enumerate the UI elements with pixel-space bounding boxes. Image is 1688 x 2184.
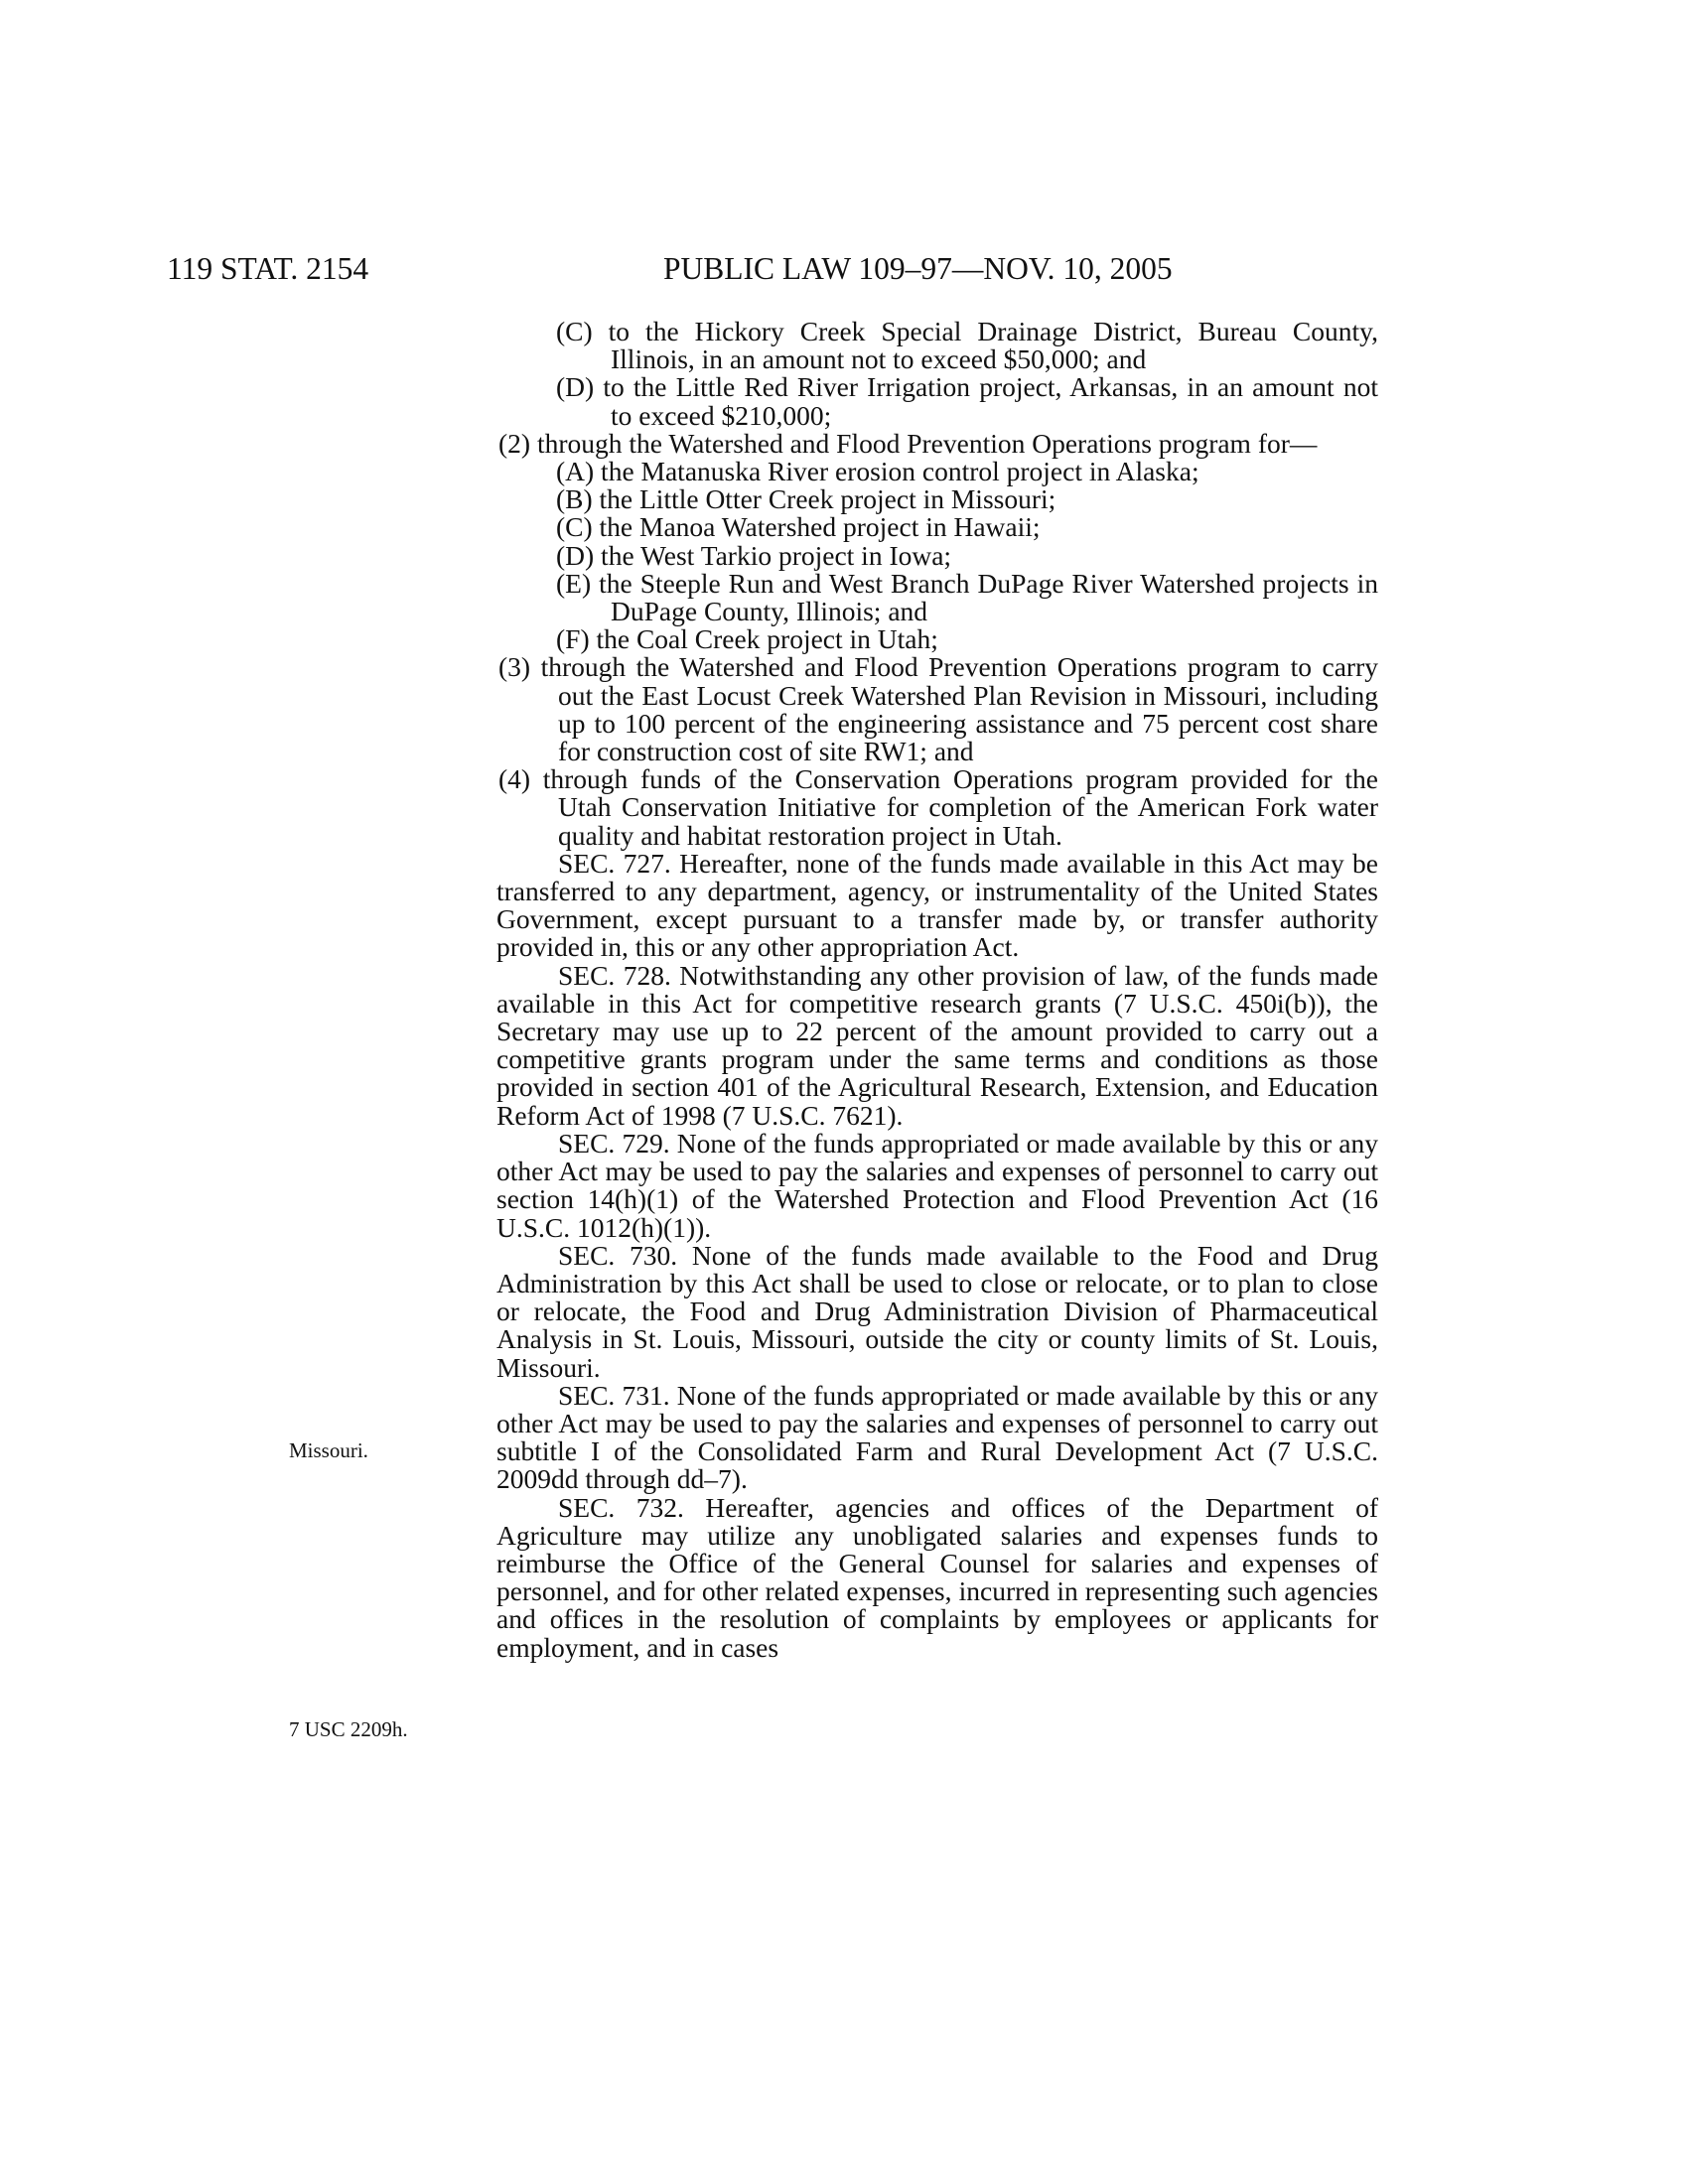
paragraph-c-hickory-creek: (C) to the Hickory Creek Special Drainage District, Bureau County, Illinois, in an amount not to exceed $50,000; and <box>556 316 1378 375</box>
section-728: SEC. 728. Notwithstanding any other provision of law, of the funds made available in this Act for competitive research grants (7 U.S.C. 450i(b)), the Secretary may use up to 22 percent of the amount provided to carry out a competitive grants program under the same terms and conditions as those provided in section 401 of the Agricultural Research, Extension, and Education Reform Act of 1998 (7 U.S.C. 7621). <box>496 959 1378 1131</box>
stat-reference: 119 STAT. 2154 <box>167 251 369 286</box>
margin-note-missouri: Missouri. <box>289 1438 368 1462</box>
section-730: SEC. 730. None of the funds made available to the Food and Drug Administration by this Act shall be used to close or relocate, or to plan to close or relocate, the Food and Drug Administration Division of Pharmaceutical Analysis in St. Louis, Missouri, outside the city or county limits of St. Louis, Missouri. <box>496 1239 1378 1383</box>
paragraph-e-steeple-run: (E) the Steeple Run and West Branch DuPage River Watershed projects in DuPage County, Illinois; and <box>556 567 1378 627</box>
document-body <box>496 318 1378 1662</box>
section-732: SEC. 732. Hereafter, agencies and offices of the Department of Agriculture may utilize any unobligated salaries and expenses funds to reimburse the Office of the General Counsel for salaries and expenses of personnel, and for other related expenses, incurred in representing such agencies and offices in the resolution of complaints by employees or applicants for employment, and in cases <box>496 1491 1378 1663</box>
paragraph-d-west-tarkio: (D) the West Tarkio project in Iowa; <box>556 539 952 571</box>
section-727: SEC. 727. Hereafter, none of the funds made available in this Act may be transferred to any department, agency, or instrumentality of the United States Government, except pursuant to a transfer made by, or transfer authority provided in, this or any other appropriation Act. <box>496 847 1378 963</box>
section-729: SEC. 729. None of the funds appropriated or made available by this or any other Act may be used to pay the salaries and expenses of personnel to carry out section 14(h)(1) of the Watershed Protection and Flood Prevention Act (16 U.S.C. 1012(h)(1)). <box>496 1127 1378 1243</box>
paragraph-3-east-locust-creek: (3) through the Watershed and Flood Prevention Operations program to carry out the East Locust Creek Watershed Plan Revision in Missouri, including up to 100 percent of the engineering assistance and 75 percent cost share for construction cost of site RW1; and <box>498 651 1378 767</box>
paragraph-c-manoa: (C) the Manoa Watershed project in Hawaii; <box>556 511 1041 543</box>
paragraph-b-little-otter: (B) the Little Otter Creek project in Missouri; <box>556 483 1056 515</box>
law-title: PUBLIC LAW 109–97—NOV. 10, 2005 <box>663 251 1173 286</box>
paragraph-f-coal-creek: (F) the Coal Creek project in Utah; <box>556 623 938 655</box>
section-731: SEC. 731. None of the funds appropriated or made available by this or any other Act may be used to pay the salaries and expenses of personnel to carry out subtitle I of the Consolidated Farm and Rural Development Act (7 U.S.C. 2009dd through dd–7). <box>496 1379 1378 1495</box>
paragraph-a-matanuska: (A) the Matanuska River erosion control project in Alaska; <box>556 456 1199 487</box>
margin-note-usc: 7 USC 2209h. <box>289 1717 408 1741</box>
paragraph-d-little-red-river: (D) to the Little Red River Irrigation project, Arkansas, in an amount not to exceed $210,000; <box>556 371 1378 431</box>
paragraph-4-conservation-operations: (4) through funds of the Conservation Operations program provided for the Utah Conservation Initiative for completion of the American Fork water quality and habitat restoration project in Utah. <box>498 763 1378 851</box>
paragraph-2-watershed-program: (2) through the Watershed and Flood Prevention Operations program for— <box>498 427 1318 459</box>
